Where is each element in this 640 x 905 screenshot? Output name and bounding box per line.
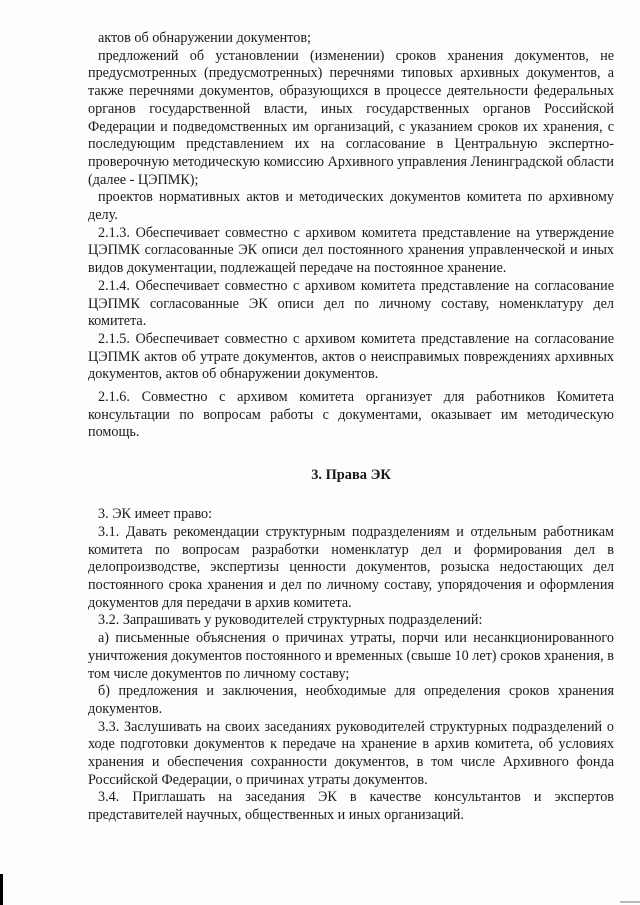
clause-3-2-a: а) письменные объяснения о причинах утраты, порчи или несанкционированного уничтожения документов постоянного и временных (свыше 10 лет) сроков хранения, в том числе документов по личному составу;	[88, 630, 614, 682]
section-3-intro: 3. ЭК имеет право:	[98, 506, 213, 523]
scan-corner-line	[620, 901, 640, 903]
clause-3-3: 3.3. Заслушивать на своих заседаниях руководителей структурных подразделений о ходе подготовки документов к передаче на хранение в архив комитета, об условиях хранения и обеспечения сохранности документов, в том числе Архивного фонда Российской Федерации, о причинах утраты документов.	[88, 718, 614, 788]
clause-2-1-5: 2.1.5. Обеспечивает совместно с архивом комитета представление на согласование ЦЭПМК актов об утрате документов, актов о неисправимых повреждениях архивных документов, актов об обнаружении документов.	[88, 330, 614, 383]
section-3-heading: 3. Права ЭК	[311, 467, 391, 484]
paragraph-intro-3: проектов нормативных актов и методических документов комитета по архивному делу.	[88, 189, 614, 224]
paragraph-intro-1: актов об обнаружении документов;	[98, 30, 311, 46]
paragraph-intro-2: предложений об установлении (изменении) сроков хранения документов, не предусмотренных (предусмотренных) перечнями типовых архивных документов, а также перечнями документов, образующихся в процессе деятельности федеральных органов государственной власти, иных государственных органов Российской Федерации и подведомственных им организаций, с указанием сроков их хранения, с последующим представлением их на согласование в Центральную экспертно-проверочную методическую комиссию Архивного управления Ленинградской области (далее - ЦЭПМК);	[88, 47, 614, 188]
scan-edge-mark	[0, 874, 3, 905]
document-body	[88, 30, 614, 825]
clause-3-2-b: б) предложения и заключения, необходимые для определения сроков хранения документов.	[88, 683, 614, 717]
clause-3-4: 3.4. Приглашать на заседания ЭК в качестве консультантов и экспертов представителей научных, общественных и иных организаций.	[88, 789, 614, 824]
clause-3-2: 3.2. Запрашивать у руководителей структурных подразделений:	[98, 612, 483, 629]
clause-2-1-6: 2.1.6. Совместно с архивом комитета организует для работников Комитета консультации по вопросам работы с документами, оказывает им методическую помощь.	[88, 389, 614, 441]
clause-2-1-3: 2.1.3. Обеспечивает совместно с архивом комитета представление на утверждение ЦЭПМК согласованные ЭК описи дел постоянного хранения управленческой и иных видов документации, подлежащей передаче на постоянное хранение.	[88, 224, 614, 277]
clause-2-1-4: 2.1.4. Обеспечивает совместно с архивом комитета представление на согласование ЦЭПМК согласованные ЭК описи дел по личному составу, номенклатуру дел комитета.	[88, 277, 614, 330]
clause-3-1: 3.1. Давать рекомендации структурным подразделениям и отдельным работникам комитета по вопросам разработки номенклатур дел и формирования дел в делопроизводстве, экспертизы ценности документов, розыска недостающих дел постоянного срока хранения и дел по личному составу, упорядочения и оформления документов для передачи в архив комитета.	[88, 523, 614, 611]
